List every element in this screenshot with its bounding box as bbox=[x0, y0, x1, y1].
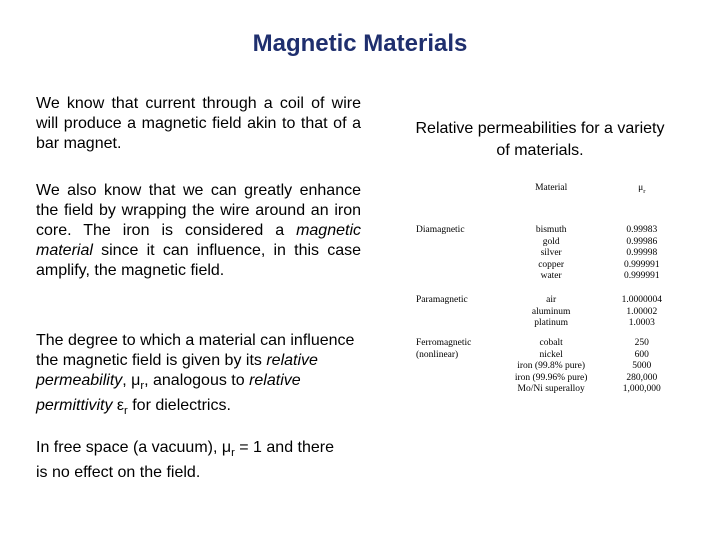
mu-subscript: r bbox=[140, 380, 145, 393]
value-platinum: 1.0003 bbox=[628, 318, 655, 328]
material-water: water bbox=[540, 271, 562, 281]
table-row bbox=[410, 295, 678, 338]
group-materials-paramagnetic bbox=[497, 295, 606, 338]
paragraph-3-tail: for dielectrics. bbox=[127, 397, 231, 415]
value-copper: 0.999991 bbox=[623, 259, 660, 270]
paragraph-3-mid: , bbox=[122, 372, 132, 389]
epsilon-subscript: r bbox=[124, 405, 128, 418]
mu-symbol-free-space: μ bbox=[221, 439, 232, 456]
paragraph-3-before: The degree to which a material can influence the magnetic field is given by its bbox=[36, 332, 355, 369]
nonlinear-label: (nonlinear) bbox=[416, 349, 459, 360]
group-values-paramagnetic bbox=[606, 295, 678, 338]
term-relative-permeability: relative permeability bbox=[36, 352, 318, 389]
value-bismuth: 0.99983 bbox=[626, 225, 658, 235]
material-copper: copper bbox=[538, 259, 565, 270]
value-iron-99-8: 5000 bbox=[632, 361, 652, 371]
material-platinum: platinum bbox=[534, 318, 569, 328]
value-nickel: 600 bbox=[634, 349, 649, 360]
value-air: 1.0000004 bbox=[621, 295, 662, 305]
paragraph-2-after: since it can influence, in this case amplify, the magnetic field. bbox=[36, 242, 361, 279]
header-mu-symbol: μ bbox=[638, 183, 644, 193]
value-iron-99-96: 280,000 bbox=[626, 372, 658, 383]
table-row bbox=[410, 225, 678, 295]
material-silver: silver bbox=[540, 248, 562, 258]
value-silver: 0.99998 bbox=[626, 248, 658, 258]
table-header-row bbox=[410, 174, 678, 225]
permeability-table bbox=[410, 174, 678, 408]
paragraph-4-before: In free space (a vacuum), bbox=[36, 439, 222, 456]
table-caption: Relative permeabilities for a variety of materials. bbox=[415, 120, 665, 159]
mu-subscript-free-space: r bbox=[231, 447, 235, 460]
material-aluminum: aluminum bbox=[531, 306, 571, 317]
term-magnetic-material: magnetic material bbox=[36, 222, 361, 259]
table-row bbox=[410, 338, 678, 408]
epsilon-symbol: ε bbox=[116, 397, 125, 415]
material-cobalt: cobalt bbox=[539, 338, 563, 348]
group-values-diamagnetic bbox=[606, 225, 678, 295]
material-gold: gold bbox=[542, 236, 560, 247]
group-materials-ferromagnetic bbox=[497, 338, 606, 408]
group-type-paramagnetic: Paramagnetic bbox=[416, 295, 468, 305]
header-mu-subscript: r bbox=[643, 187, 646, 195]
paragraph-4-after: = 1 and there is no effect on the field. bbox=[36, 439, 334, 482]
material-nickel: nickel bbox=[539, 349, 563, 360]
material-bismuth: bismuth bbox=[535, 225, 567, 235]
material-air: air bbox=[546, 295, 557, 305]
material-iron-99-96: iron (99.96% pure) bbox=[514, 372, 588, 383]
material-mo-ni-superalloy: Mo/Ni superalloy bbox=[517, 384, 585, 394]
material-iron-99-8: iron (99.8% pure) bbox=[517, 361, 586, 371]
value-gold: 0.99986 bbox=[626, 236, 658, 247]
value-aluminum: 1.00002 bbox=[626, 306, 658, 317]
ferromagnetic-label: Ferromagnetic bbox=[416, 338, 472, 348]
value-cobalt: 250 bbox=[634, 338, 649, 348]
group-materials-diamagnetic bbox=[497, 225, 606, 295]
value-water: 0.999991 bbox=[623, 271, 660, 281]
paragraph-iron-core bbox=[36, 181, 361, 281]
group-values-ferromagnetic bbox=[606, 338, 678, 408]
paragraph-current-coil bbox=[36, 94, 361, 154]
paragraph-2-before: We also know that we can greatly enhance the field by wrapping the wire around an iron core. The iron is considered a bbox=[36, 182, 361, 239]
paragraph-1-text: We know that current through a coil of wire will produce a magnetic field akin to that of a bar magnet. bbox=[36, 95, 361, 152]
group-type-diamagnetic: Diamagnetic bbox=[416, 225, 465, 235]
value-mo-ni-superalloy: 1,000,000 bbox=[622, 384, 661, 394]
group-type-ferromagnetic bbox=[410, 338, 497, 408]
term-relative-permittivity: relative permittivity bbox=[36, 372, 301, 415]
header-mu-r bbox=[606, 174, 678, 225]
mu-symbol: μ bbox=[131, 372, 141, 389]
paragraph-3-analogous: , analogous to bbox=[144, 372, 250, 389]
paragraph-permeability bbox=[36, 331, 361, 421]
header-type-cell bbox=[410, 174, 497, 225]
slide-title: Magnetic Materials bbox=[252, 30, 468, 57]
header-material: Material bbox=[535, 183, 568, 193]
paragraph-free-space bbox=[36, 438, 336, 483]
